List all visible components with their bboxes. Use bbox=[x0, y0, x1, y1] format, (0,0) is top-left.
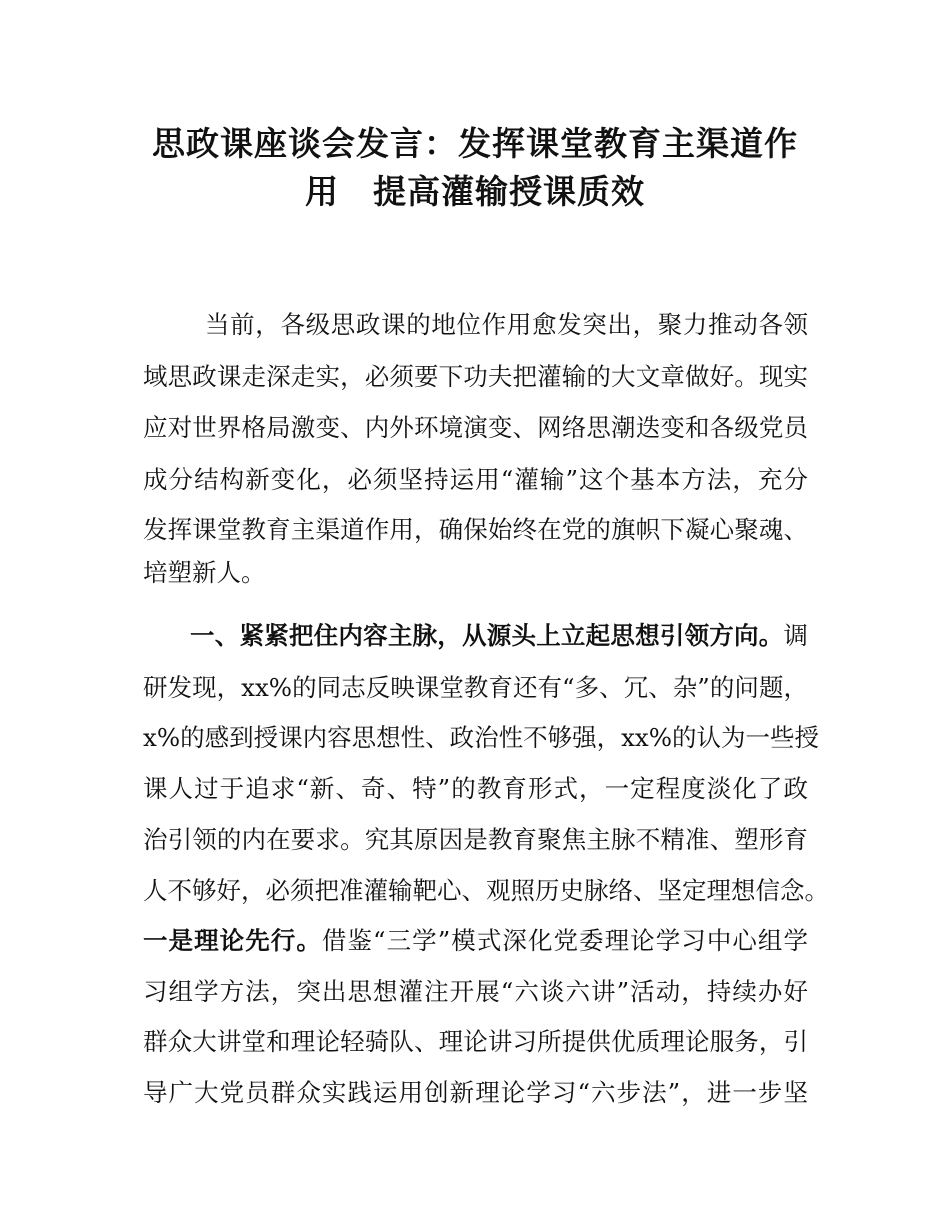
text-line: 导广大党员群众实践运用创新理论学习“六步法”，进一步坚 bbox=[143, 1078, 808, 1107]
text-line bbox=[143, 621, 808, 651]
text-line: 域思政课走深走实，必须要下功夫把灌输的大文章做好。现实 bbox=[143, 362, 808, 391]
sub-heading-tail: 借鉴“三学”模式深化党委理论学习中心组学 bbox=[321, 926, 808, 955]
text-line: 当前，各级思政课的地位作用愈发突出，聚力推动各领 bbox=[205, 310, 808, 339]
text-line: 人不够好，必须把准灌输靶心、观照历史脉络、坚定理想信念。 bbox=[143, 876, 829, 905]
text-line: 应对世界格局激变、内外环境演变、网络思潮迭变和各级党员 bbox=[143, 413, 808, 442]
text-line: 群众大讲堂和理论轻骑队、理论讲习所提供优质理论服务，引 bbox=[143, 1027, 808, 1056]
text-line: 发挥课堂教育主渠道作用，确保始终在党的旗帜下凝心聚魂、 bbox=[143, 515, 808, 544]
title-line-2: 用 提高灌输授课质效 bbox=[305, 172, 645, 211]
sub-heading: 一是理论先行。 bbox=[143, 926, 322, 955]
section-heading: 一、紧紧把住内容主脉，从源头上立起思想引领方向。 bbox=[190, 621, 784, 650]
text-line: 习组学方法，突出思想灌注开展“六谈六讲”活动，持续办好 bbox=[143, 977, 808, 1006]
text-line: 研发现，xx%的同志反映课堂教育还有“多、冗、杂”的问题， bbox=[143, 673, 808, 702]
text-line: 治引领的内在要求。究其原因是教育聚焦主脉不精准、塑形育 bbox=[143, 825, 808, 854]
text-line: 培塑新人。 bbox=[143, 558, 266, 587]
title-line-1: 思政课座谈会发言：发挥课堂教育主渠道作 bbox=[152, 124, 798, 163]
text-line: x%的感到授课内容思想性、政治性不够强，xx%的认为一些授 bbox=[143, 723, 820, 752]
text-line: 成分结构新变化，必须坚持运用“灌输”这个基本方法，充分 bbox=[143, 465, 808, 494]
heading-tail: 调 bbox=[783, 621, 808, 650]
text-line bbox=[143, 926, 808, 956]
text-line: 课人过于追求“新、奇、特”的教育形式，一定程度淡化了政 bbox=[143, 774, 808, 803]
